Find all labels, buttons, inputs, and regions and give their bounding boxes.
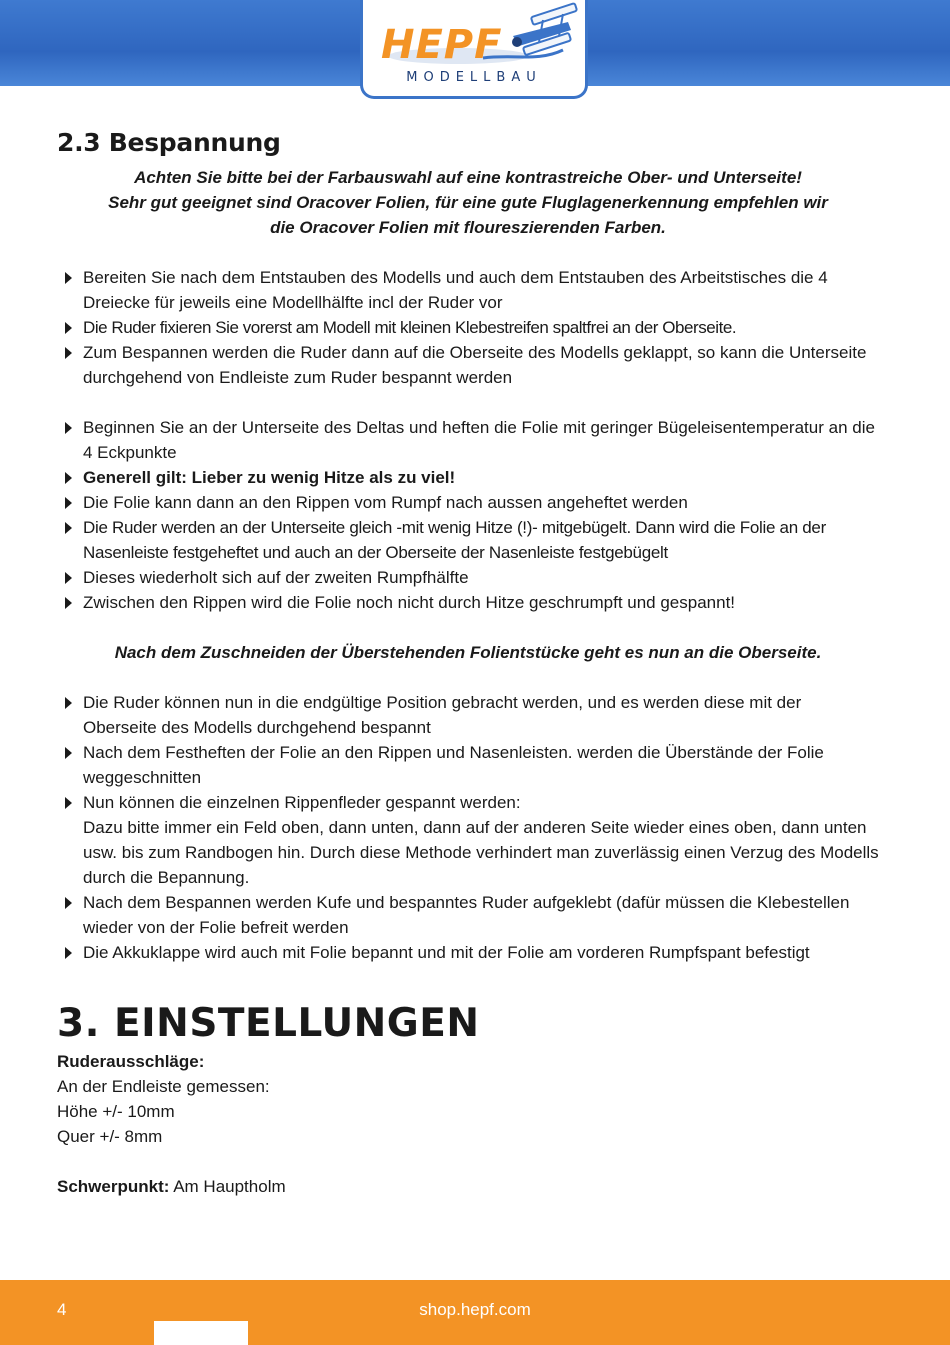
list-item: Nach dem Festheften der Folie an den Rippen und Nasenleisten. werden die Überstände der Folie weggeschnitten bbox=[57, 740, 879, 790]
list-item: Die Ruder können nun in die endgültige Position gebracht werden, und es werden diese mit der Oberseite des Modells durchgehend bespannt bbox=[57, 690, 879, 740]
bullet-list-underside bbox=[57, 415, 879, 615]
bullet-list-topside bbox=[57, 690, 879, 965]
elevator-throw: Höhe +/- 10mm bbox=[57, 1102, 175, 1121]
bullet-arrow-icon bbox=[65, 572, 72, 584]
shop-link[interactable]: shop.hepf.com bbox=[419, 1300, 531, 1319]
list-item: Die Ruder fixieren Sie vorerst am Modell mit kleinen Klebestreifen spaltfrei an der Oberseite. bbox=[57, 315, 879, 340]
bullet-arrow-icon bbox=[65, 472, 72, 484]
list-item-continuation: Dazu bitte immer ein Feld oben, dann unten, dann auf der anderen Seite wieder eines oben, dann unten usw. bis zum Randbogen hin. Durch diese Methode verhindert man zuverlässig einen Verzug des Modells durch die Bepannung. bbox=[83, 818, 879, 887]
bullet-arrow-icon bbox=[65, 747, 72, 759]
logo[interactable] bbox=[360, 0, 588, 99]
list-item: Nach dem Bespannen werden Kufe und bespanntes Ruder aufgeklebt (dafür müssen die Klebestellen wieder von der Folie befreit werden bbox=[57, 890, 879, 940]
footer-notch bbox=[154, 1321, 248, 1345]
bullet-arrow-icon bbox=[65, 272, 72, 284]
bullet-arrow-icon bbox=[65, 347, 72, 359]
bullet-arrow-icon bbox=[65, 322, 72, 334]
list-item: Generell gilt: Lieber zu wenig Hitze als zu viel! bbox=[57, 465, 879, 490]
list-item: Die Akkuklappe wird auch mit Folie bepannt und mit der Folie am vorderen Rumpfspant befestigt bbox=[57, 940, 879, 965]
aileron-throw: Quer +/- 8mm bbox=[57, 1127, 163, 1146]
bullet-arrow-icon bbox=[65, 497, 72, 509]
page-content bbox=[57, 128, 879, 1199]
list-item: Bereiten Sie nach dem Entstauben des Modells und auch dem Entstauben des Arbeitstisches die 4 Dreiecke für jeweils eine Modellhälfte incl der Ruder vor bbox=[57, 265, 879, 315]
list-item: Die Ruder werden an der Unterseite gleich -mit wenig Hitze (!)- mitgebügelt. Dann wird die Folie an der Nasenleiste festgeheftet und auch an der Oberseite der Nasenleiste festgebügelt bbox=[57, 515, 879, 565]
list-item: Nun können die einzelnen Rippenfleder gespannt werden: Dazu bitte immer ein Feld oben, dann unten, dann auf der anderen Seite wieder eines oben, dann unten usw. bis zum Randbogen hin. Durch diese Methode verhindert man zuverlässig einen Verzug des Modells durch die Bepannung. bbox=[57, 790, 879, 890]
intro-paragraph bbox=[57, 165, 879, 240]
cg-label: Schwerpunkt: bbox=[57, 1177, 170, 1196]
list-item: Die Folie kann dann an den Rippen vom Rumpf nach aussen angeheftet werden bbox=[57, 490, 879, 515]
logo-wordmark: HEPF bbox=[381, 22, 503, 68]
chapter-title: 3. EINSTELLUNGEN bbox=[57, 1001, 480, 1046]
bullet-arrow-icon bbox=[65, 697, 72, 709]
bullet-arrow-icon bbox=[65, 947, 72, 959]
list-item: Beginnen Sie an der Unterseite des Deltas und heften die Folie mit geringer Bügeleisentemperatur an die 4 Eckpunkte bbox=[57, 415, 879, 465]
topside-note: Nach dem Zuschneiden der Überstehenden Folientstücke geht es nun an die Oberseite. bbox=[114, 643, 822, 662]
logo-subtitle: MODELLBAU bbox=[406, 70, 542, 85]
bullet-arrow-icon bbox=[65, 897, 72, 909]
bullet-arrow-icon bbox=[65, 522, 72, 534]
page-number: 4 bbox=[57, 1300, 67, 1319]
list-item: Zwischen den Rippen wird die Folie noch nicht durch Hitze geschrumpft und gespannt! bbox=[57, 590, 879, 615]
center-of-gravity bbox=[57, 1174, 879, 1199]
bullet-arrow-icon bbox=[65, 422, 72, 434]
measured-at-text: An der Endleiste gemessen: bbox=[57, 1077, 270, 1096]
bullet-list-prepare bbox=[57, 265, 879, 390]
intro-line: Achten Sie bitte bei der Farbauswahl auf eine kontrastreiche Ober- und Unterseite! bbox=[134, 168, 802, 187]
plane-icon bbox=[512, 3, 577, 55]
rudder-throws-label: Ruderausschläge: bbox=[57, 1052, 205, 1071]
bullet-arrow-icon bbox=[65, 597, 72, 609]
list-item: Zum Bespannen werden die Ruder dann auf die Oberseite des Modells geklappt, so kann die Unterseite durchgehend von Endleiste zum Ruder bespannt werden bbox=[57, 340, 879, 390]
section-title: 2.3 Bespannung bbox=[57, 128, 281, 157]
list-item: Dieses wiederholt sich auf der zweiten Rumpfhälfte bbox=[57, 565, 879, 590]
settings-block bbox=[57, 1049, 879, 1199]
cg-value: Am Hauptholm bbox=[169, 1177, 286, 1196]
intro-line: Sehr gut geeignet sind Oracover Folien, für eine gute Fluglagenerkennung empfehlen wir bbox=[108, 193, 828, 212]
intro-line: die Oracover Folien mit floureszierenden Farben. bbox=[270, 218, 666, 237]
bullet-arrow-icon bbox=[65, 797, 72, 809]
